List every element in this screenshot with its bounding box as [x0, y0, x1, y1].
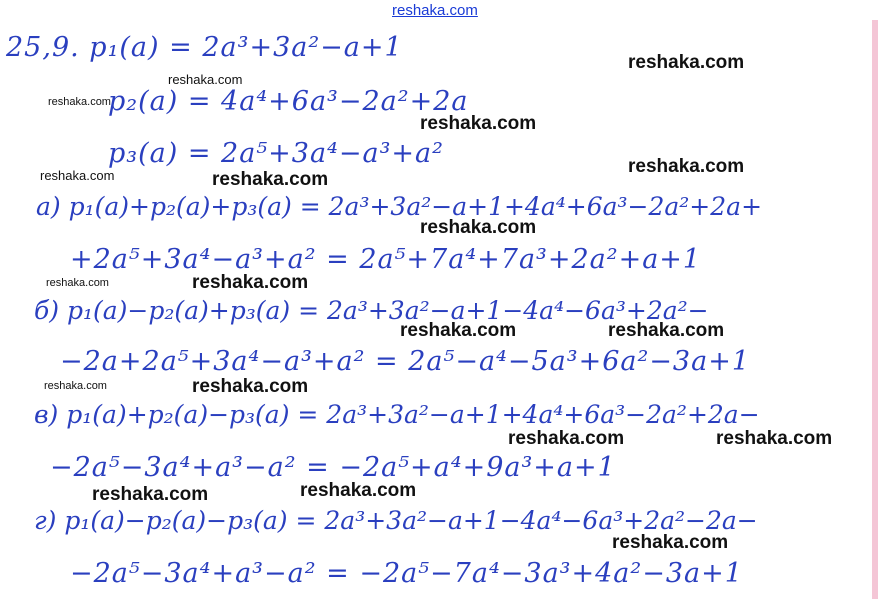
- watermark: reshaka.com: [420, 217, 537, 238]
- watermark: reshaka.com: [628, 156, 745, 177]
- page-edge-divider: [872, 20, 878, 599]
- line-a-2: +2a⁵+3a⁴−a³+a² = 2a⁵+7a⁴+7a³+2a²+a+1: [70, 244, 702, 275]
- watermark: reshaka.com: [212, 169, 329, 190]
- watermark: reshaka.com: [608, 320, 725, 341]
- line-g-2: −2a⁵−3a⁴+a³−a² = −2a⁵−7a⁴−3a³+4a²−3a+1: [70, 558, 743, 589]
- watermark: reshaka.com: [168, 72, 243, 87]
- watermark: reshaka.com: [716, 428, 833, 449]
- watermark: reshaka.com: [46, 277, 109, 289]
- watermark: reshaka.com: [300, 480, 417, 501]
- watermark: reshaka.com: [192, 376, 309, 397]
- site-header-link[interactable]: reshaka.com: [392, 2, 478, 19]
- watermark: reshaka.com: [92, 484, 209, 505]
- line-g-1: г) p₁(a)−p₂(a)−p₃(a) = 2a³+3a²−a+1−4a⁴−6a³+2a²−2a−: [34, 506, 758, 535]
- line-v-1: в) p₁(a)+p₂(a)−p₃(a) = 2a³+3a²−a+1+4a⁴+6a³−2a²+2a−: [34, 400, 760, 429]
- line-b-2: −2a+2a⁵+3a⁴−a³+a² = 2a⁵−a⁴−5a³+6a²−3a+1: [60, 346, 751, 377]
- watermark: reshaka.com: [628, 52, 745, 73]
- watermark: reshaka.com: [612, 532, 729, 553]
- watermark: reshaka.com: [192, 272, 309, 293]
- watermark: reshaka.com: [400, 320, 517, 341]
- watermark: reshaka.com: [420, 113, 537, 134]
- line-p1: 25,9. p₁(a) = 2a³+3a²−a+1: [6, 32, 403, 63]
- watermark: reshaka.com: [48, 96, 111, 108]
- line-b-1: б) p₁(a)−p₂(a)+p₃(a) = 2a³+3a²−a+1−4a⁴−6a³+2a²−: [34, 296, 709, 325]
- line-p3: p₃(a) = 2a⁵+3a⁴−a³+a²: [108, 138, 444, 169]
- watermark: reshaka.com: [508, 428, 625, 449]
- line-a-1: а) p₁(a)+p₂(a)+p₃(a) = 2a³+3a²−a+1+4a⁴+6a³−2a²+2a+: [36, 192, 763, 221]
- line-p2: p₂(a) = 4a⁴+6a³−2a²+2a: [108, 86, 469, 117]
- watermark: reshaka.com: [40, 168, 115, 183]
- line-v-2: −2a⁵−3a⁴+a³−a² = −2a⁵+a⁴+9a³+a+1: [50, 452, 616, 483]
- watermark: reshaka.com: [44, 380, 107, 392]
